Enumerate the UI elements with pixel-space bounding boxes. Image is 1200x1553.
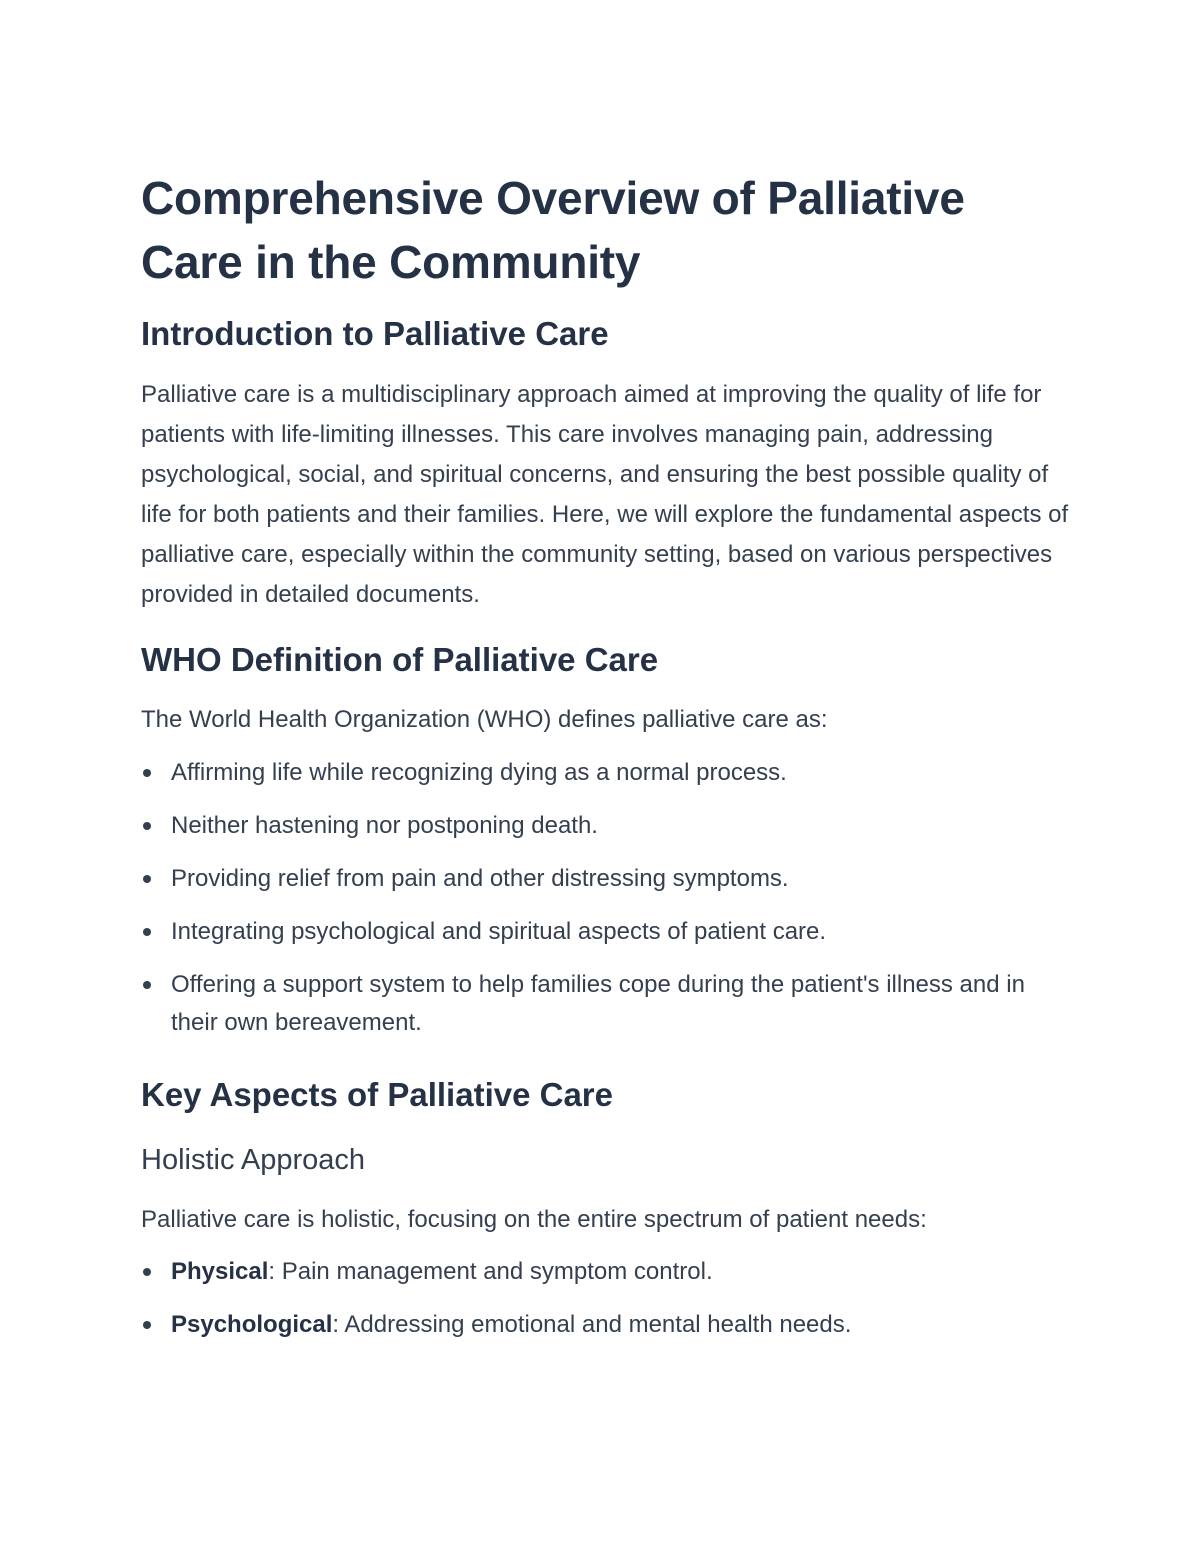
document-title: Comprehensive Overview of Palliative Care in the Community bbox=[141, 172, 965, 288]
document-page bbox=[141, 166, 1071, 1344]
list-item-text: Neither hastening nor postponing death. bbox=[171, 812, 598, 839]
section-heading-introduction: Introduction to Palliative Care bbox=[141, 315, 609, 352]
bullet-icon bbox=[143, 981, 151, 989]
holistic-needs-list bbox=[141, 1253, 1071, 1344]
list-item bbox=[141, 1253, 1071, 1291]
list-item-text: : Pain management and symptom control. bbox=[268, 1258, 713, 1285]
list-item bbox=[141, 754, 1071, 792]
list-item-text: Providing relief from pain and other distressing symptoms. bbox=[171, 865, 789, 892]
who-definition-list bbox=[141, 754, 1071, 1042]
who-lead-paragraph: The World Health Organization (WHO) defines palliative care as: bbox=[141, 706, 828, 733]
bullet-icon bbox=[143, 928, 151, 936]
bullet-icon bbox=[143, 875, 151, 883]
bullet-icon bbox=[143, 822, 151, 830]
list-item-text: Integrating psychological and spiritual aspects of patient care. bbox=[171, 918, 827, 945]
list-item-text: Offering a support system to help families cope during the patient's illness and in their own bereavement. bbox=[171, 971, 1025, 1036]
section-heading-key-aspects: Key Aspects of Palliative Care bbox=[141, 1076, 613, 1113]
bullet-icon bbox=[143, 769, 151, 777]
bullet-icon bbox=[143, 1321, 151, 1329]
list-item bbox=[141, 860, 1071, 898]
subsection-heading-holistic-approach: Holistic Approach bbox=[141, 1144, 366, 1176]
list-item bbox=[141, 966, 1071, 1042]
list-item-text: Affirming life while recognizing dying as a normal process. bbox=[171, 759, 787, 786]
holistic-lead-paragraph: Palliative care is holistic, focusing on the entire spectrum of patient needs: bbox=[141, 1206, 927, 1233]
list-item bbox=[141, 1306, 1071, 1344]
list-item-term: Psychological bbox=[171, 1311, 333, 1338]
list-item-term: Physical bbox=[171, 1258, 269, 1285]
bullet-icon bbox=[143, 1268, 151, 1276]
list-item-text: : Addressing emotional and mental health needs. bbox=[332, 1311, 852, 1338]
section-heading-who-definition: WHO Definition of Palliative Care bbox=[141, 641, 659, 678]
intro-paragraph: Palliative care is a multidisciplinary approach aimed at improving the quality of life for patients with life-limiting illnesses. This care involves managing pain, addressing psychological, social, and spiritual concerns, and ensuring the best possible quality of life for both patients and their families. Here, we will explore the fundamental aspects of palliative care, especially within the community setting, based on various perspectives provided in detailed documents. bbox=[141, 381, 1069, 608]
list-item bbox=[141, 913, 1071, 951]
list-item bbox=[141, 807, 1071, 845]
